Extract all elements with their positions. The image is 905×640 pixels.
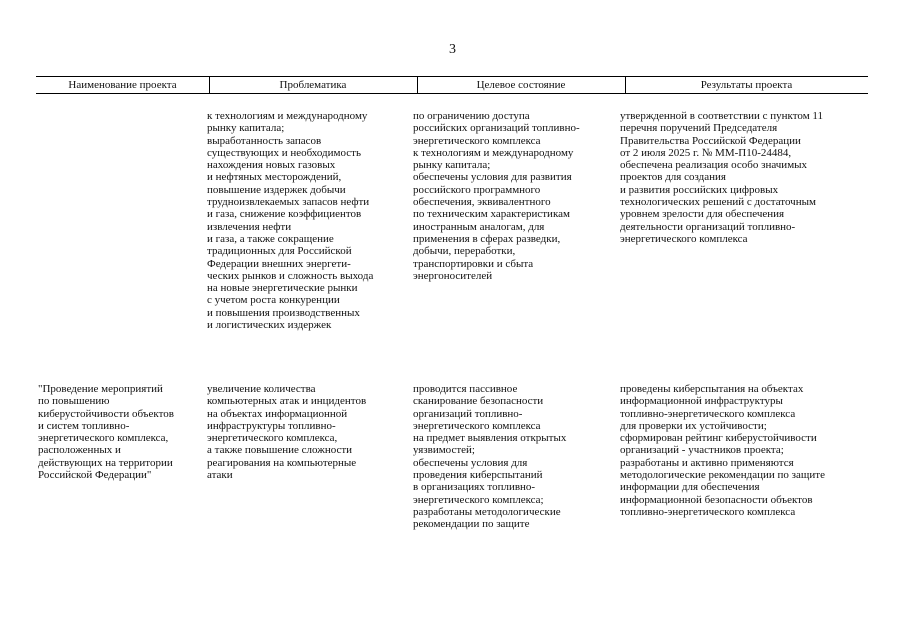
row1-target-state: по ограничению доступа российских организаций топливно- энергетического комплекса к технологиям и международному рынку капитала; обеспечены условия для развития российского программного обеспечения, эквивалентного по техническим характеристикам иностранным аналогам, для применения в сферах разведки, добычи, переработки, транспортировки и сбыта энергоносителей [413,110,580,282]
header-target-state: Целевое состояние [476,79,566,91]
row1-problem: к технологиям и международному рынку капитала; выработанность запасов существующих и необходимость нахождения новых газовых и нефтяных месторождений, повышение издержек добычи трудноизвлекаемых запасов нефти и газа, снижение коэффициентов извлечения нефти и газа, а также сокращение традиционных для Российской Федерации внешних энергети- ческих рынков и сложность выхода на новые энергетические рынки с учетом роста конкуренции и повышения производственных и логистических издержек [207,110,374,332]
row1-results: утвержденной в соответствии с пунктом 11 перечня поручений Председателя Правительства Российской Федерации от 2 июля 2025 г. № ММ-П10-24484, обеспечена реализация особо значимых проектов для создания и развития российских цифровых технологических решений с достаточным уровнем зрелости для обеспечения деятельности организаций топливно- энергетического комплекса [620,110,824,245]
row2-target-state: проводится пассивное сканирование безопасности организаций топливно- энергетического комплекса на предмет выявления открытых уязвимостей; обеспечены условия для проведения киберспытаний в организациях топливно- энергетического комплекса; разработаны методологические рекомендации по защите [413,383,567,531]
row2-problem: увеличение количества компьютерных атак и инцидентов на объектах информационной инфраструктуры топливно- энергетического комплекса, а также повышение сложности реагирования на компьютерные атаки [207,383,367,482]
table-header [36,76,868,94]
header-problem: Проблематика [279,79,347,91]
row2-project-name: "Проведение мероприятий по повышению киберустойчивости объектов и систем топливно- энергетического комплекса, расположенных и действующих на территории Российской Федерации" [38,383,174,482]
row2-results: проведены киберспытания на объектах информационной инфраструктуры топливно-энергетического комплекса для проверки их устойчивости; сформирован рейтинг киберустойчивости организаций - участников проекта; разработаны и активно применяются методологические рекомендации по защите информации для обеспечения информационной безопасности объектов топливно-энергетического комплекса [620,383,825,518]
header-results: Результаты проекта [700,79,793,91]
page-number: 3 [449,42,456,57]
header-project-name: Наименование проекта [68,79,177,91]
